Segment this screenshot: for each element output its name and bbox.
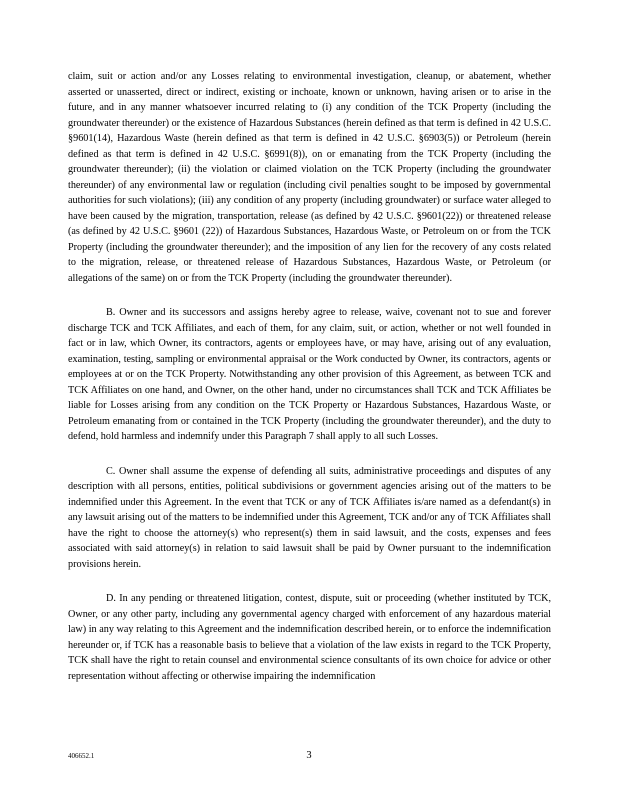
document-body <box>68 69 551 703</box>
footer-document-id: 406652.1 <box>68 752 95 760</box>
paragraph-c: C. Owner shall assume the expense of defending all suits, administrative proceedings and disputes of any description with all persons, entities, political subdivisions or government agencies arising out of the matters to be indemnified under this Agreement. In the event that TCK or any of TCK Affiliates is/are named as a defendant(s) in any lawsuit arising out of the matters to be indemnified under this Agreement, TCK and/or any of TCK Affiliates shall have the right to choose the attorney(s) who represent(s) them in said lawsuit, and the costs, expenses and fees associated with said attorney(s) in relation to said lawsuit shall be paid by Owner pursuant to the indemnification provisions herein. <box>68 465 551 570</box>
paragraph-continuation: claim, suit or action and/or any Losses relating to environmental investigation, cleanup, or abatement, whether asserted or unasserted, direct or indirect, existing or inchoate, known or unknown, having arisen or to arise in the future, and in any manner whatsoever incurred relating to (i) any condition of the TCK Property (including the groundwater thereunder) or the existence of Hazardous Substances (herein defined as that term is defined in 42 U.S.C. §9601(14), Hazardous Waste (herein defined as that term is defined in 42 U.S.C. §6903(5)) or Petroleum (herein defined as that term is defined in 42 U.S.C. §6991(8)), on or emanating from the TCK Property (including the groundwater thereunder); (ii) the violation or claimed violation on the TCK Property (including the groundwater thereunder) of any environmental law or regulation (including civil penalties sought to be imposed by governmental authorities for such violations); (iii) any condition of any property (including groundwater) or surface water alleged to have been caused by the migration, transportation, release (as defined by 42 U.S.C. §9601(22)) or threatened release (as defined by 42 U.S.C. §9601 (22)) of Hazardous Substances, Hazardous Waste, or Petroleum on or from the TCK Property (including the groundwater thereunder); and the imposition of any lien for the recovery of any costs related to the migration, release, or threatened release of Hazardous Substances, Hazardous Waste, or Petroleum (or allegations of the same) on or from the TCK Property (including the groundwater thereunder). <box>68 71 551 284</box>
page-number: 3 <box>306 750 312 761</box>
paragraph-d: D. In any pending or threatened litigation, contest, dispute, suit or proceeding (whether instituted by TCK, Owner, or any other party, including any governmental agency charged with enforcement of any hazardous material law) in any way relating to this Agreement and the indemnification described herein, or to enforce the indemnification hereunder or, if TCK has a reasonable basis to believe that a violation of the law exists in regard to the TCK Property, TCK shall have the right to retain counsel and environmental science consultants of its own choice for advice or other representation without affecting or otherwise impairing the indemnification <box>68 593 551 682</box>
paragraph-b: B. Owner and its successors and assigns hereby agree to release, waive, covenant not to sue and forever discharge TCK and TCK Affiliates, and each of them, for any claim, suit, or action, whether or not well founded in fact or in law, which Owner, its contractors, agents or employees have, or may have, arising out of any evaluation, examination, testing, sampling or environmental appraisal or the Work conducted by Owner, its contractors, agents or employees at or on the TCK Property. Notwithstanding any other provision of this Agreement, as between TCK and TCK Affiliates on one hand, and Owner, on the other hand, under no circumstances shall TCK and TCK Affiliates be liable for Losses arising from any condition on the TCK Property or Hazardous Substances, Hazardous Waste, or Petroleum emanating from or contained in the TCK Property (including the groundwater thereunder), and the duty to defend, hold harmless and indemnify under this Paragraph 7 shall apply to all such Losses. <box>68 307 551 442</box>
